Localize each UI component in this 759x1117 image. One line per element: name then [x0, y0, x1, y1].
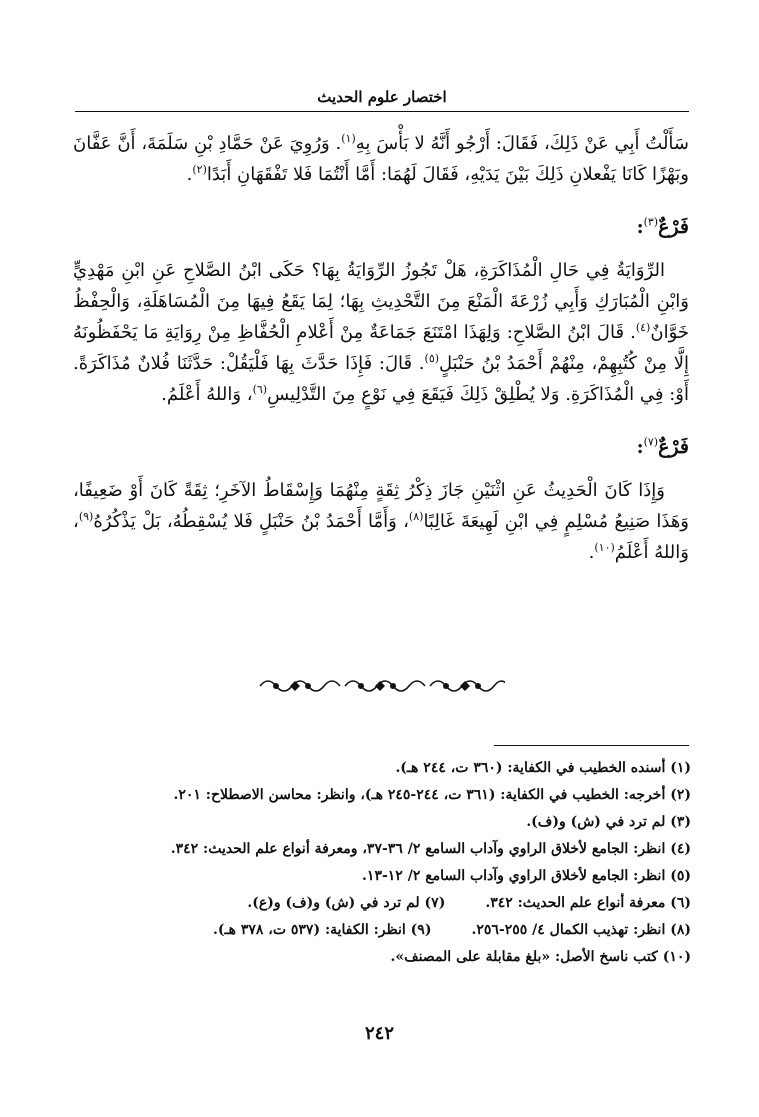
footnote-ref-5[interactable]: (٥)	[424, 352, 440, 365]
footnote-ref-2[interactable]: (٢)	[192, 163, 207, 176]
footnote-8: (٨) انظر: تهذيب الكمال ٤/ ٢٥٥-٢٥٦.	[471, 922, 691, 938]
page-number: ٢٤٢	[364, 1023, 394, 1044]
main-text	[73, 128, 689, 568]
section-end-ornament-icon	[255, 672, 505, 700]
header-rule	[75, 111, 689, 112]
footnote-3: (٣) لم ترد في (ش) و(ف).	[526, 814, 691, 830]
footnote-5: (٥) انظر: الجامع لأخلاق الراوي وآداب السامع ٢/ ١٢-١٣.	[362, 868, 691, 884]
footnote-2: (٢) أخرجه: الخطيب في الكفاية: (٣٦١ ت، ٢٤٤-٢٤٥ هـ)، وانظر: محاسن الاصطلاح: ٢٠١.	[173, 787, 691, 803]
footnote-10: (١٠) كتب ناسخ الأصل: «بلغ مقابلة على المصنف».	[390, 949, 691, 965]
paragraph-two-narrators: وَإِذَا كَانَ الْحَدِيثُ عَنِ اثْنَيْنِ جَازَ ذِكْرُ ثِقَةٍ مِنْهُمَا وَإِسْقَاطُ الآخَرِ؛ ثِقَةً كَانَ أَوْ ضَعِيفًا، وَهَذَا صَنِيعُ مُسْلِمٍ فِي ابْنِ لَهِيعَةَ غَالِبًا$^{(٨)}$، وَأَمَّا أَحْمَدُ بْنُ حَنْبَلٍ فَلا يُسْقِطُهُ، بَلْ يَذْكُرُهُ$^{(٩)}$، وَاللهُ أَعْلَمُ$^{(١٠)}$.	[73, 480, 689, 563]
section-heading-far1: فَرْعٌ$^{(٣)}$:	[636, 215, 689, 238]
footnote-ref-3[interactable]: (٣)	[643, 215, 659, 229]
paragraph-mudhakara: الرِّوَايَةُ فِي حَالِ الْمُذَاكَرَةِ، هَلْ تَجُوزُ الرِّوَايَةُ بِهَا؟ حَكَى ابْنُ الصَّلاحِ عَنِ ابْنِ مَهْدِيٍّ وَابْنِ الْمُبَارَكِ وَأَبِي زُرْعَةَ الْمَنْعَ مِنَ التَّحْدِيثِ بِهَا؛ لِمَا يَقَعُ فِيهَا مِنَ الْمُسَاهَلَةِ، وَالْحِفْظُ خَوَّانٌ$^{(٤)}$. قَالَ ابْنُ الصَّلاحِ: وَلِهَذَا امْتَنَعَ جَمَاعَةٌ مِنْ أَعْلامِ الْحُفَّاظِ مِنْ رِوَايَةِ مَا يَحْفَظُونَهُ إِلَّا مِنْ كُتُبِهِمْ، مِنْهُمْ أَحْمَدُ بْنُ حَنْبَلٍ$^{(٥)}$. قَالَ: فَإِذَا حَدَّثَ بِهَا فَلْيَقُلْ: حَدَّثَنَا فُلانٌ مُذَاكَرَةً. أَوْ: فِي الْمُذَاكَرَةِ. وَلا يُطْلِقْ ذَلِكَ فَيَقَعَ فِي نَوْعٍ مِنَ التَّدْلِيسِ$^{(٦)}$، وَاللهُ أَعْلَمُ.	[73, 260, 690, 405]
footnote-separator	[494, 745, 689, 746]
footnote-4: (٤) انظر: الجامع لأخلاق الراوي وآداب السامع ٢/ ٣٦-٣٧، ومعرفة أنواع علم الحديث: ٣٤٢.	[170, 841, 691, 857]
footnote-ref-4[interactable]: (٤)	[635, 321, 651, 334]
footnote-ref-10[interactable]: (١٠)	[594, 541, 615, 554]
footnote-6: (٦) معرفة أنواع علم الحديث: ٣٤٢.	[485, 895, 691, 911]
section-heading-far2: فَرْعٌ$^{(٧)}$:	[636, 435, 689, 458]
footnote-ref-7[interactable]: (٧)	[643, 435, 659, 449]
footnotes	[70, 755, 691, 971]
footnote-9: (٩) انظر: الكفاية: (٥٣٧ ت، ٣٧٨ هـ).	[213, 922, 432, 938]
footnote-ref-1[interactable]: (١)	[341, 132, 356, 145]
footnote-row-6-7	[70, 890, 691, 917]
footnote-7: (٧) لم ترد في (ش) و(ف) و(ع).	[247, 895, 446, 911]
footnote-1: (١) أسنده الخطيب في الكفاية: (٣٦٠ ت، ٢٤٤ هـ).	[395, 760, 691, 776]
paragraph-continuation: سَأَلْتُ أَبِي عَنْ ذَلِكَ، فَقَالَ: أَرْجُو أَنَّهُ لا بَأْسَ بِهِ$^{(١)}$. وَرُوِيَ عَنْ حَمَّادِ بْنِ سَلَمَةَ، أَنَّ عَفَّانَ وبَهْزًا كَانَا يَفْعلانِ ذَلِكَ بَيْنَ يَدَيْهِ، فَقَالَ لَهُمَا: أَمَّا أَنْتُمَا فَلا تَفْقَهَانِ أَبَدًا$^{(٢)}$.	[73, 132, 689, 185]
footnote-row-8-9	[70, 917, 691, 944]
footnote-ref-8[interactable]: (٨)	[408, 510, 424, 523]
footnote-ref-9[interactable]: (٩)	[78, 510, 94, 523]
running-header: اختصار علوم الحديث	[317, 88, 447, 106]
footnote-ref-6[interactable]: (٦)	[252, 383, 268, 396]
